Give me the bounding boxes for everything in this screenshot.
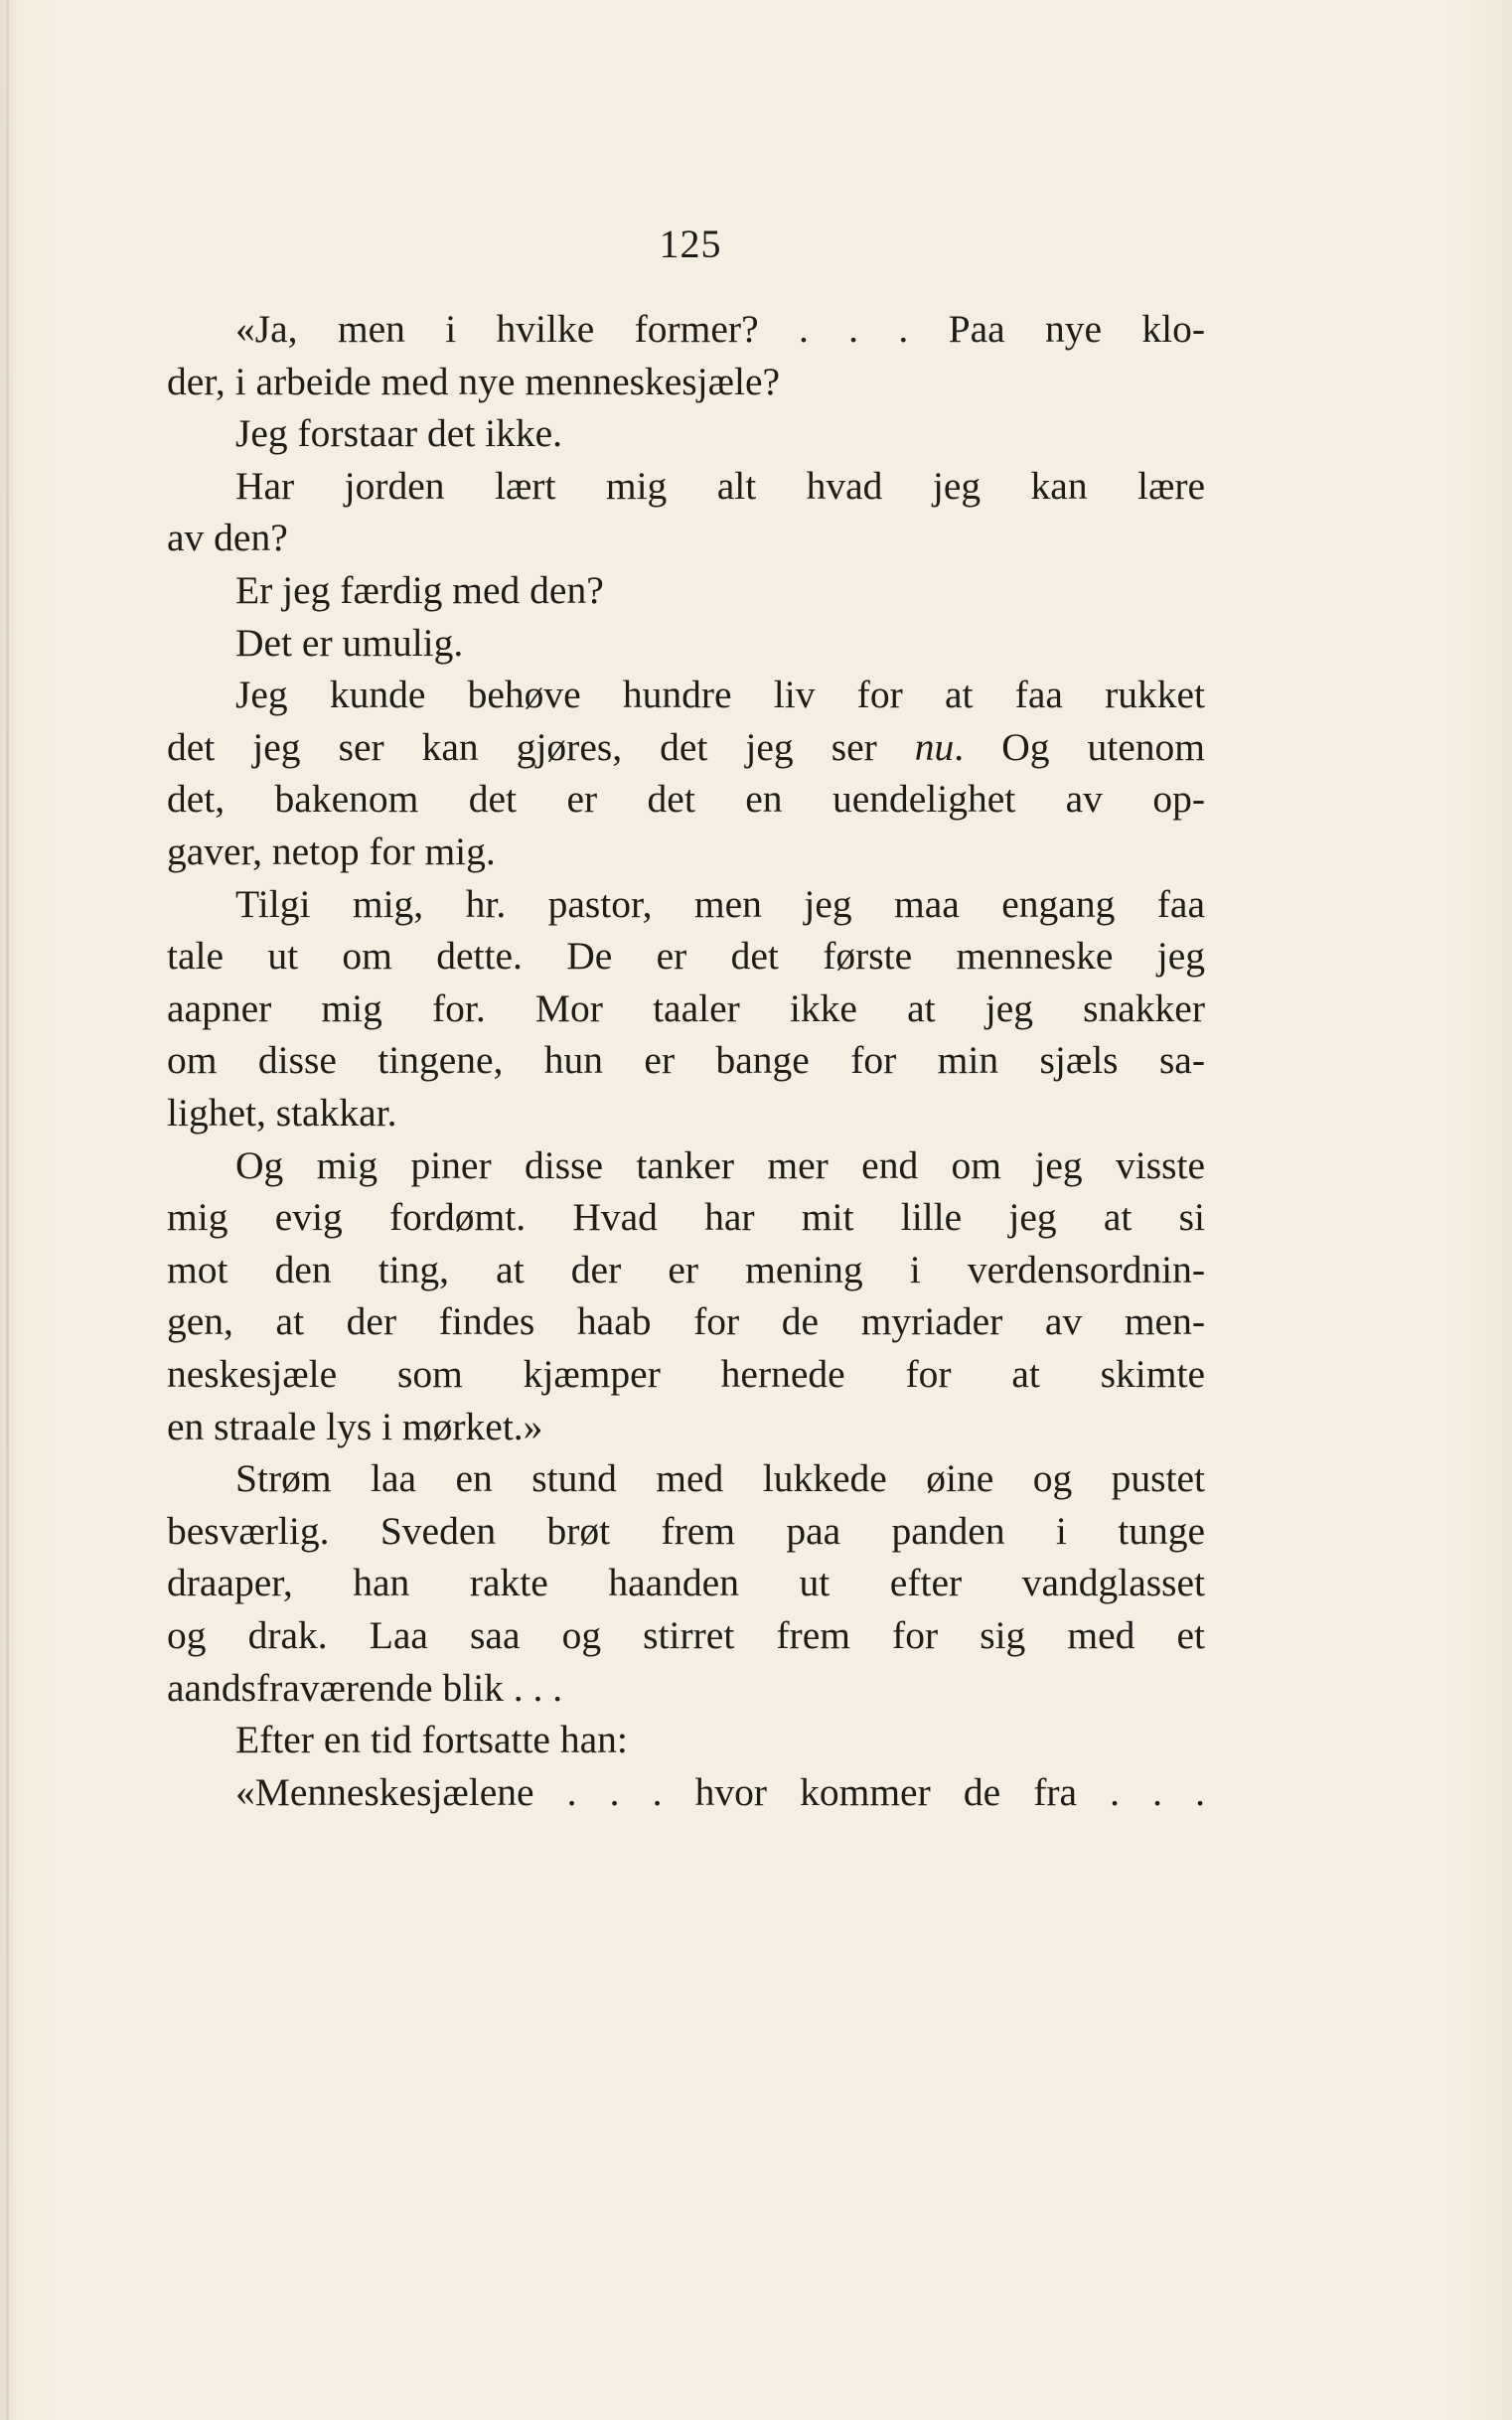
page-edge-shadow xyxy=(6,0,9,2420)
text-line: besværlig. Sveden brøt frem paa panden i tunge xyxy=(167,1509,1205,1553)
emphasized-word: nu xyxy=(914,725,955,769)
text-line: aapner mig for. Mor taaler ikke at jeg snakker xyxy=(167,986,1205,1030)
text-line: av den? xyxy=(167,516,288,559)
text-line: det jeg ser kan gjøres, det jeg ser nu. Og utenom xyxy=(167,725,1205,769)
text-line: Efter en tid fortsatte han: xyxy=(235,1718,628,1761)
text-line: og drak. Laa saa og stirret frem for sig med et xyxy=(167,1613,1205,1657)
text-line: draaper, han rakte haanden ut efter vandglasset xyxy=(167,1561,1205,1604)
text-line: mot den ting, at der er mening i verdensordnin- xyxy=(167,1248,1205,1291)
text-line: Jeg kunde behøve hundre liv for at faa rukket xyxy=(235,673,1205,716)
text-line: Jeg forstaar det ikke. xyxy=(235,411,563,455)
text-line: neskesjæle som kjæmper hernede for at skimte xyxy=(167,1352,1205,1396)
text-line: Tilgi mig, hr. pastor, men jeg maa engang faa xyxy=(235,882,1205,926)
text-line: lighet, stakkar. xyxy=(167,1091,397,1134)
text-line: Er jeg færdig med den? xyxy=(235,568,604,612)
text-line: «Ja, men i hvilke former? . . . Paa nye klo- xyxy=(235,307,1205,351)
text-line: en straale lys i mørket.» xyxy=(167,1405,543,1448)
text-line: gaver, netop for mig. xyxy=(167,830,496,873)
page-number: 125 xyxy=(659,222,722,266)
text-line: «Menneskesjælene . . . hvor kommer de fra . . . xyxy=(235,1770,1205,1814)
text-line: Det er umulig. xyxy=(235,621,464,665)
text-line: Har jorden lært mig alt hvad jeg kan lære xyxy=(235,464,1205,508)
text-line: det, bakenom det er det en uendelighet av op- xyxy=(167,777,1205,821)
text-line: der, i arbeide med nye menneskesjæle? xyxy=(167,360,781,403)
text-line: mig evig fordømt. Hvad har mit lille jeg at si xyxy=(167,1195,1205,1239)
text-line: Og mig piner disse tanker mer end om jeg visste xyxy=(235,1143,1205,1187)
text-line: om disse tingene, hun er bange for min sjæls sa- xyxy=(167,1038,1205,1082)
text-line: Strøm laa en stund med lukkede øine og pustet xyxy=(235,1456,1205,1500)
text-line: aandsfraværende blik . . . xyxy=(167,1666,563,1710)
text-line: gen, at der findes haab for de myriader av men- xyxy=(167,1299,1205,1343)
text-line: tale ut om dette. De er det første menneske jeg xyxy=(167,934,1205,978)
